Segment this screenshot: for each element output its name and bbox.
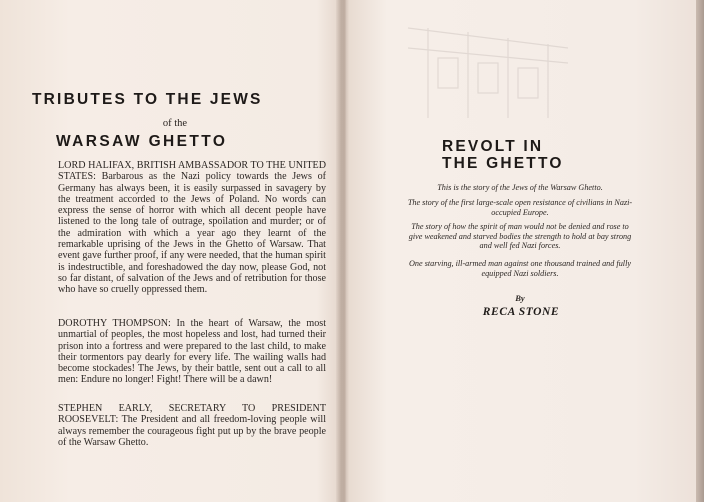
page-edge — [696, 0, 704, 502]
title-connector: of the — [162, 118, 188, 129]
byline-label: By — [515, 293, 525, 303]
intro-paragraph: One starving, ill-armed man against one thousand trained and fully equipped Nazi soldiers. — [409, 259, 631, 278]
intro-paragraph: This is the story of the Jews of the Warsaw Ghetto. — [437, 183, 603, 192]
left-page — [0, 0, 336, 502]
page-title: TRIBUTES TO THE JEWS — [32, 91, 263, 108]
author-name: RECA STONE — [482, 306, 560, 318]
right-page — [346, 0, 696, 502]
book-title-line-1: REVOLT IN — [442, 138, 544, 155]
book-title-line-2: THE GHETTO — [442, 155, 564, 172]
intro-paragraph: The story of how the spirit of man would not be denied and rose to give weakened and starved bodies the strength to hold at bay strong and well fed Nazi forces. — [408, 222, 632, 251]
intro-paragraph: The story of the first large-scale open resistance of civilians in Nazi-occupied Europe. — [407, 198, 633, 217]
tribute-halifax: LORD HALIFAX, BRITISH AMBASSADOR TO THE UNITED STATES: Barbarous as the Nazi policy towards the Jews of Germany has always been, it is easily surpassed in savagery by the treatment accorded to the Jews of Poland. No words can express the sense of horror with which all decent people have listened to the long tale of outrage, spoilation and murder; or of the admiration with which a year ago they learnt of the remarkable uprising of the Jews in the Ghetto of Warsaw. That event gave further proof, if any were needed, that the human spirit is indestructible, and foreshadowed the day now, please God, not so far distant, of salvation of the Jews and of retribution for those who have so cruelly oppressed them. — [58, 160, 326, 296]
book-spine-shadow — [336, 0, 346, 502]
tribute-early: STEPHEN EARLY, SECRETARY TO PRESIDENT ROOSEVELT: The President and all freedom-loving people will always remember the courageous fight put up by the brave people of the Warsaw Ghetto. — [58, 403, 326, 448]
page-subtitle: WARSAW GHETTO — [56, 133, 228, 150]
tribute-thompson: DOROTHY THOMPSON: In the heart of Warsaw, the most unmartial of peoples, the most hopeless and lost, had turned their prison into a fortress and were prepared to the last child, to make their tormentors pay dearly for every life. The wailing walls had become stockades! The Jews, by their battle, sent out a call to all men: Endure no longer! Fight! There will be a dawn! — [58, 318, 326, 386]
